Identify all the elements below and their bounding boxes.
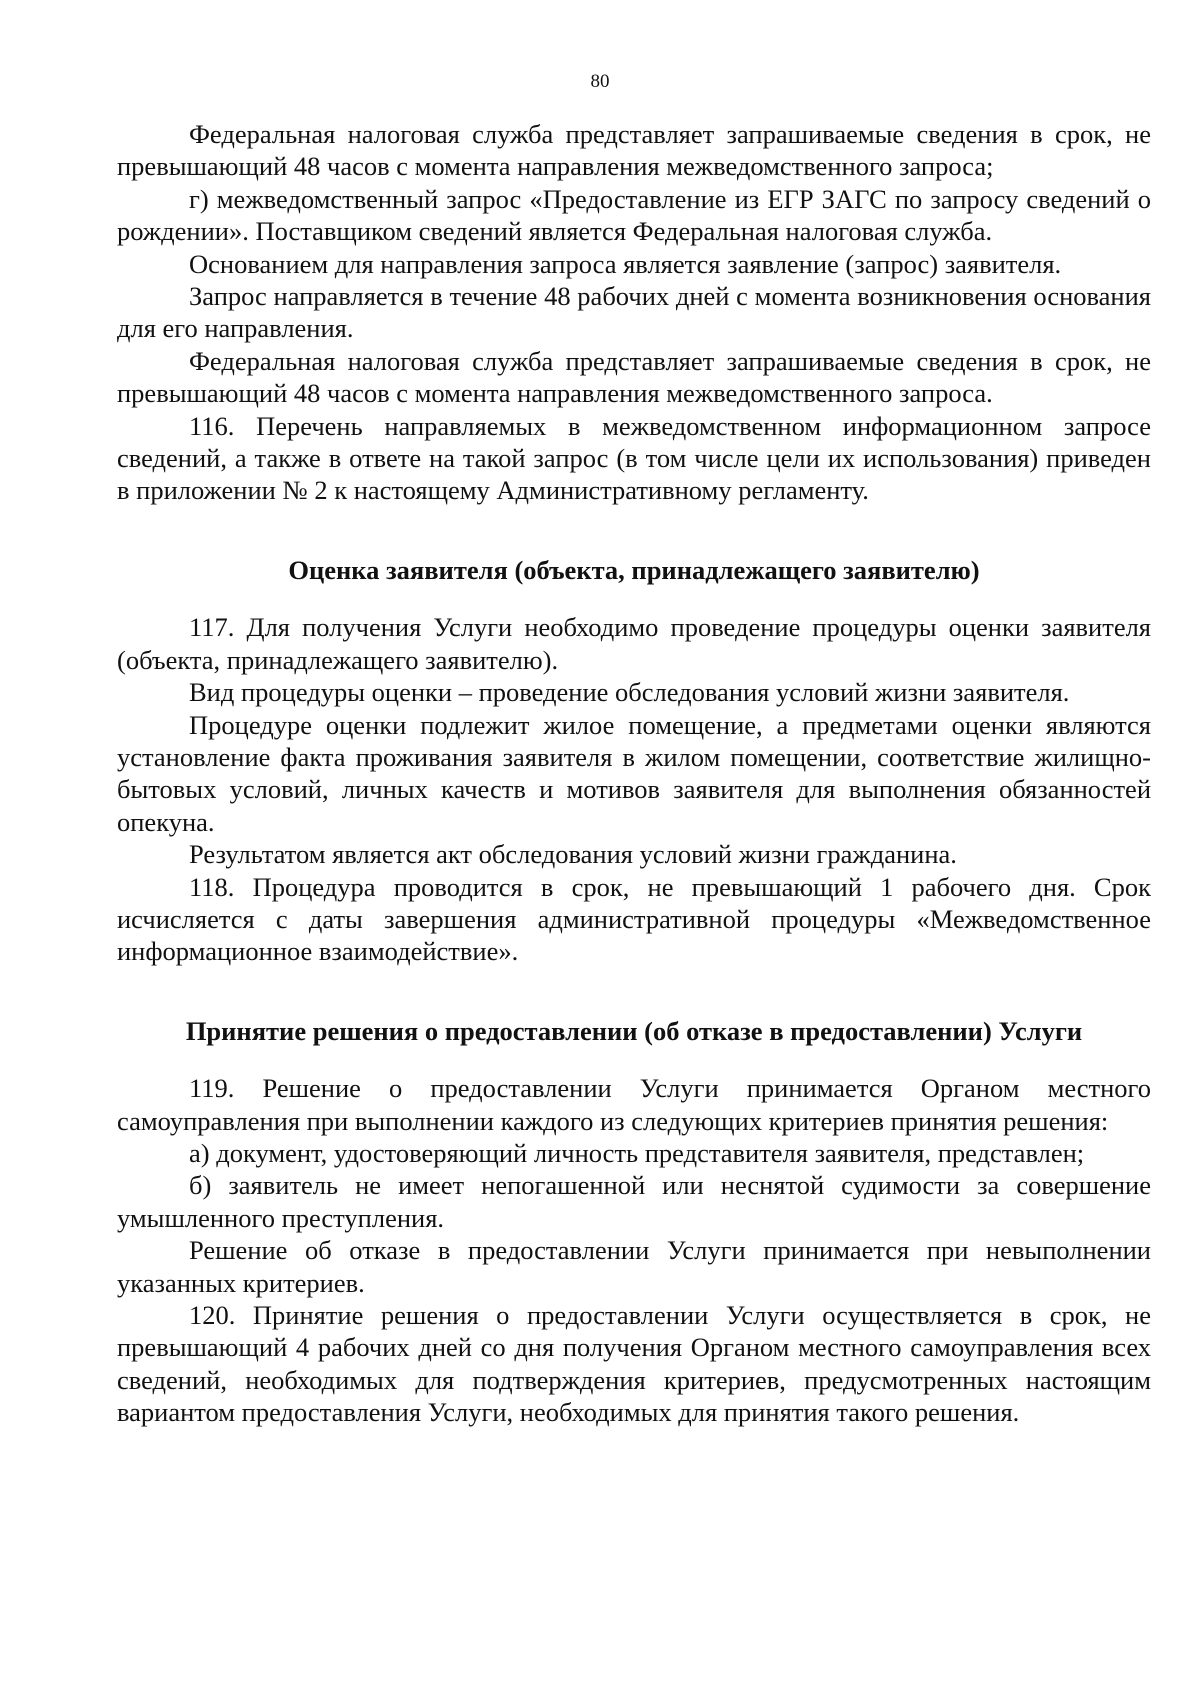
paragraph: б) заявитель не имеет непогашенной или неснятой судимости за совершение умышленного преступления. <box>117 1170 1151 1233</box>
paragraph: Решение об отказе в предоставлении Услуги принимается при невыполнении указанных критериев. <box>117 1235 1151 1298</box>
paragraph: 117. Для получения Услуги необходимо проведение процедуры оценки заявителя (объекта, принадлежащего заявителю). <box>117 612 1151 675</box>
paragraph: Вид процедуры оценки – проведение обследования условий жизни заявителя. <box>189 677 1070 708</box>
paragraph: г) межведомственный запрос «Предоставление из ЕГР ЗАГС по запросу сведений о рождении». Поставщиком сведений является Федеральная налоговая служба. <box>117 183 1151 247</box>
paragraph: 118. Процедура проводится в срок, не превышающий 1 рабочего дня. Срок исчисляется с даты завершения административной процедуры «Межведомственное информационное взаимодействие». <box>117 871 1151 967</box>
page-number: 80 <box>590 71 610 92</box>
paragraph: 116. Перечень направляемых в межведомственном информационном запросе сведений, а также в ответе на такой запрос (в том числе цели их использования) приведен в приложении № 2 к настоящему Административному регламенту. <box>117 410 1151 506</box>
document-body <box>117 118 1151 1429</box>
paragraph: Запрос направляется в течение 48 рабочих дней с момента возникновения основания для его направления. <box>117 281 1151 344</box>
section-heading-decision: Принятие решения о предоставлении (об отказе в предоставлении) Услуги <box>185 1015 1083 1046</box>
paragraph: Основанием для направления запроса является заявление (запрос) заявителя. <box>189 248 1062 279</box>
paragraph: 119. Решение о предоставлении Услуги принимается Органом местного самоуправления при выполнении каждого из следующих критериев принятия решения: <box>117 1073 1151 1136</box>
paragraph: Процедуре оценки подлежит жилое помещение, а предметами оценки являются установление факта проживания заявителя в жилом помещении, соответствие жилищно-бытовых условий, личных качеств и мотивов заявителя для выполнения обязанностей опекуна. <box>117 709 1151 837</box>
paragraph: Федеральная налоговая служба представляет запрашиваемые сведения в срок, не превышающий 48 часов с момента направления межведомственного запроса; <box>117 119 1151 182</box>
paragraph: Результатом является акт обследования условий жизни гражданина. <box>189 839 957 870</box>
paragraph: а) документ, удостоверяющий личность представителя заявителя, представлен; <box>189 1137 1085 1168</box>
section-heading-assessment: Оценка заявителя (объекта, принадлежащего заявителю) <box>288 554 980 585</box>
paragraph: Федеральная налоговая служба представляет запрашиваемые сведения в срок, не превышающий 48 часов с момента направления межведомственного запроса. <box>117 345 1151 409</box>
paragraph: 120. Принятие решения о предоставлении Услуги осуществляется в срок, не превышающий 4 рабочих дней со дня получения Органом местного самоуправления всех сведений, необходимых для подтверждения критериев, предусмотренных настоящим вариантом предоставления Услуги, необходимых для принятия такого решения. <box>117 1300 1151 1428</box>
